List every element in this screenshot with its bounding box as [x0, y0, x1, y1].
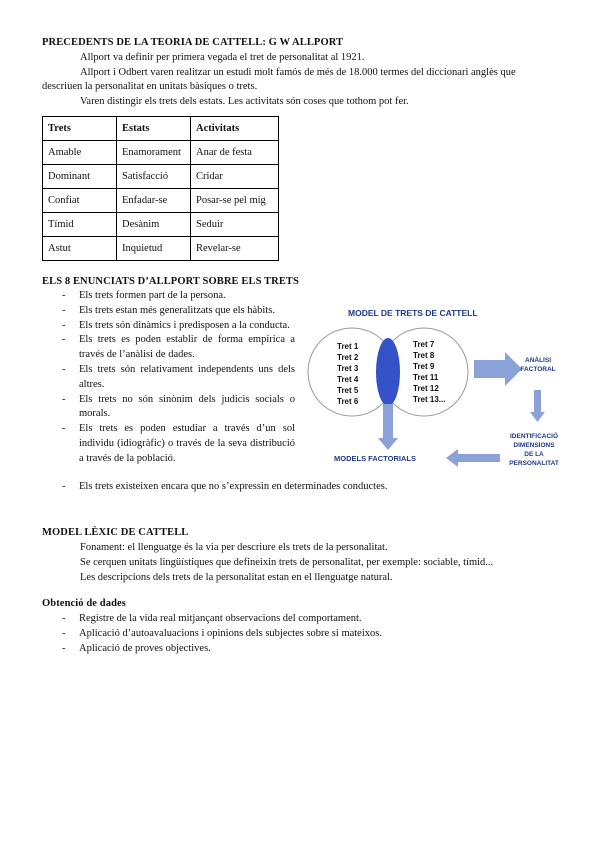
trait-label: Tret 3 — [337, 364, 359, 373]
trait-label: Tret 4 — [337, 375, 359, 384]
list-item: - Els trets estan més generalitzats que els hàbits. — [42, 304, 295, 319]
table-header-row — [43, 117, 279, 141]
trait-label: Tret 7 — [413, 340, 435, 349]
list-item: - Els trets són relativament independents uns dels altres. — [42, 363, 295, 393]
trait-label: Tret 12 — [413, 384, 439, 393]
trait-label: Tret 13... — [413, 395, 446, 404]
models-label: MODELS FACTORIALS — [334, 454, 416, 463]
table-cell: Desànim — [117, 213, 191, 237]
table-cell: Posar-se pel mig — [191, 189, 279, 213]
list-item: - Els trets no són sinònim dels judicis socials o morals. — [42, 393, 295, 423]
table-cell: Confiat — [43, 189, 117, 213]
paragraph: Les descripcions dels trets de la personalitat estan en el llenguatge natural. — [80, 572, 393, 583]
enunciats-list-last — [42, 480, 562, 495]
analysis-label: FACTORAL — [520, 366, 556, 373]
identification-label: PERSONALITAT — [509, 460, 559, 467]
paragraph: Fonament: el llenguatge és la via per descriure els trets de la personalitat. — [80, 542, 388, 553]
list-item: - Aplicació de proves objectives. — [42, 642, 562, 657]
arrow-down-head — [378, 438, 398, 450]
table-row — [43, 165, 279, 189]
trait-label: Tret 9 — [413, 362, 435, 371]
cattell-model-diagram — [300, 300, 562, 480]
table-row — [43, 237, 279, 261]
table-header: Trets — [43, 117, 117, 141]
trait-label: Tret 6 — [337, 397, 359, 406]
list-item: - Els trets es poden establir de forma empírica a través de l’anàlisi de dades. — [42, 333, 295, 363]
trait-label: Tret 1 — [337, 342, 359, 351]
section-title-obtencio: Obtenció de dades — [42, 598, 126, 609]
table-cell: Tímid — [43, 213, 117, 237]
list-item: - Registre de la vida real mitjançant observacions del comportament. — [42, 612, 562, 627]
table-cell: Enamorament — [117, 141, 191, 165]
list-item: - Aplicació d’autoavaluacions i opinions dels subjectes sobre si mateixos. — [42, 627, 562, 642]
paragraph: Varen distingir els trets dels estats. Les activitats són coses que tothom pot fer. — [80, 96, 409, 107]
arrow-right — [474, 352, 522, 386]
table-cell: Inquietud — [117, 237, 191, 261]
identification-label: DIMENSIONS — [513, 442, 555, 449]
paragraph: descriuen la personalitat en unitats bàsiques o trets. — [42, 81, 258, 92]
table-header: Estats — [117, 117, 191, 141]
table-cell: Cridar — [191, 165, 279, 189]
intersection-shape — [376, 338, 400, 406]
section-title-enunciats: ELS 8 ENUNCIATS D’ALLPORT SOBRE ELS TRETS — [42, 276, 299, 287]
diagram-svg — [300, 300, 562, 480]
table-cell: Astut — [43, 237, 117, 261]
section-title-lexic: MODEL LÈXIC DE CATTELL — [42, 527, 189, 538]
list-item: - Els trets són dinàmics i predisposen a la conducta. — [42, 319, 295, 334]
trait-label: Tret 5 — [337, 386, 359, 395]
table-cell: Anar de festa — [191, 141, 279, 165]
arrow-down-shaft-2 — [534, 390, 541, 412]
arrow-down-head-2 — [530, 412, 545, 422]
paragraph: Se cerquen unitats lingüístiques que defineixin trets de personalitat, per exemple: sociable, tímid... — [80, 557, 494, 568]
trait-label: Tret 11 — [413, 373, 439, 382]
section-title-allport: PRECEDENTS DE LA TEORIA DE CATTELL: G W ALLPORT — [42, 37, 344, 48]
table-cell: Amable — [43, 141, 117, 165]
table-row — [43, 141, 279, 165]
table-row — [43, 213, 279, 237]
trait-label: Tret 2 — [337, 353, 359, 362]
list-item: - Els trets existeixen encara que no s’expressin en determinades conductes. — [42, 480, 562, 495]
table-cell: Seduir — [191, 213, 279, 237]
arrow-left — [446, 449, 500, 467]
diagram-title: MODEL DE TRETS DE CATTELL — [348, 308, 478, 318]
list-item: - Els trets formen part de la persona. — [42, 289, 295, 304]
list-item: - Els trets es poden estudiar a través d’un sol individu (idiogràfic) o través de la seva distribució a través de la població. — [42, 422, 295, 466]
traits-table — [42, 116, 279, 261]
table-cell: Enfadar-se — [117, 189, 191, 213]
enunciats-list — [42, 289, 295, 467]
trait-label: Tret 8 — [413, 351, 435, 360]
obtencio-list — [42, 612, 562, 656]
paragraph: Allport i Odbert varen realitzar un estudi molt famós de més de 18.000 termes del diccionari anglès que — [80, 67, 516, 78]
table-header: Activitats — [191, 117, 279, 141]
analysis-label: ANÀLISI — [525, 357, 551, 364]
table-cell: Satisfacció — [117, 165, 191, 189]
identification-label: IDENTIFICACIÓ — [509, 433, 559, 440]
table-row — [43, 189, 279, 213]
arrow-down-shaft — [383, 404, 393, 438]
table-cell: Revelar-se — [191, 237, 279, 261]
table-cell: Dominant — [43, 165, 117, 189]
paragraph: Allport va definir per primera vegada el tret de personalitat al 1921. — [80, 52, 365, 63]
identification-label: DE LA — [524, 451, 544, 458]
